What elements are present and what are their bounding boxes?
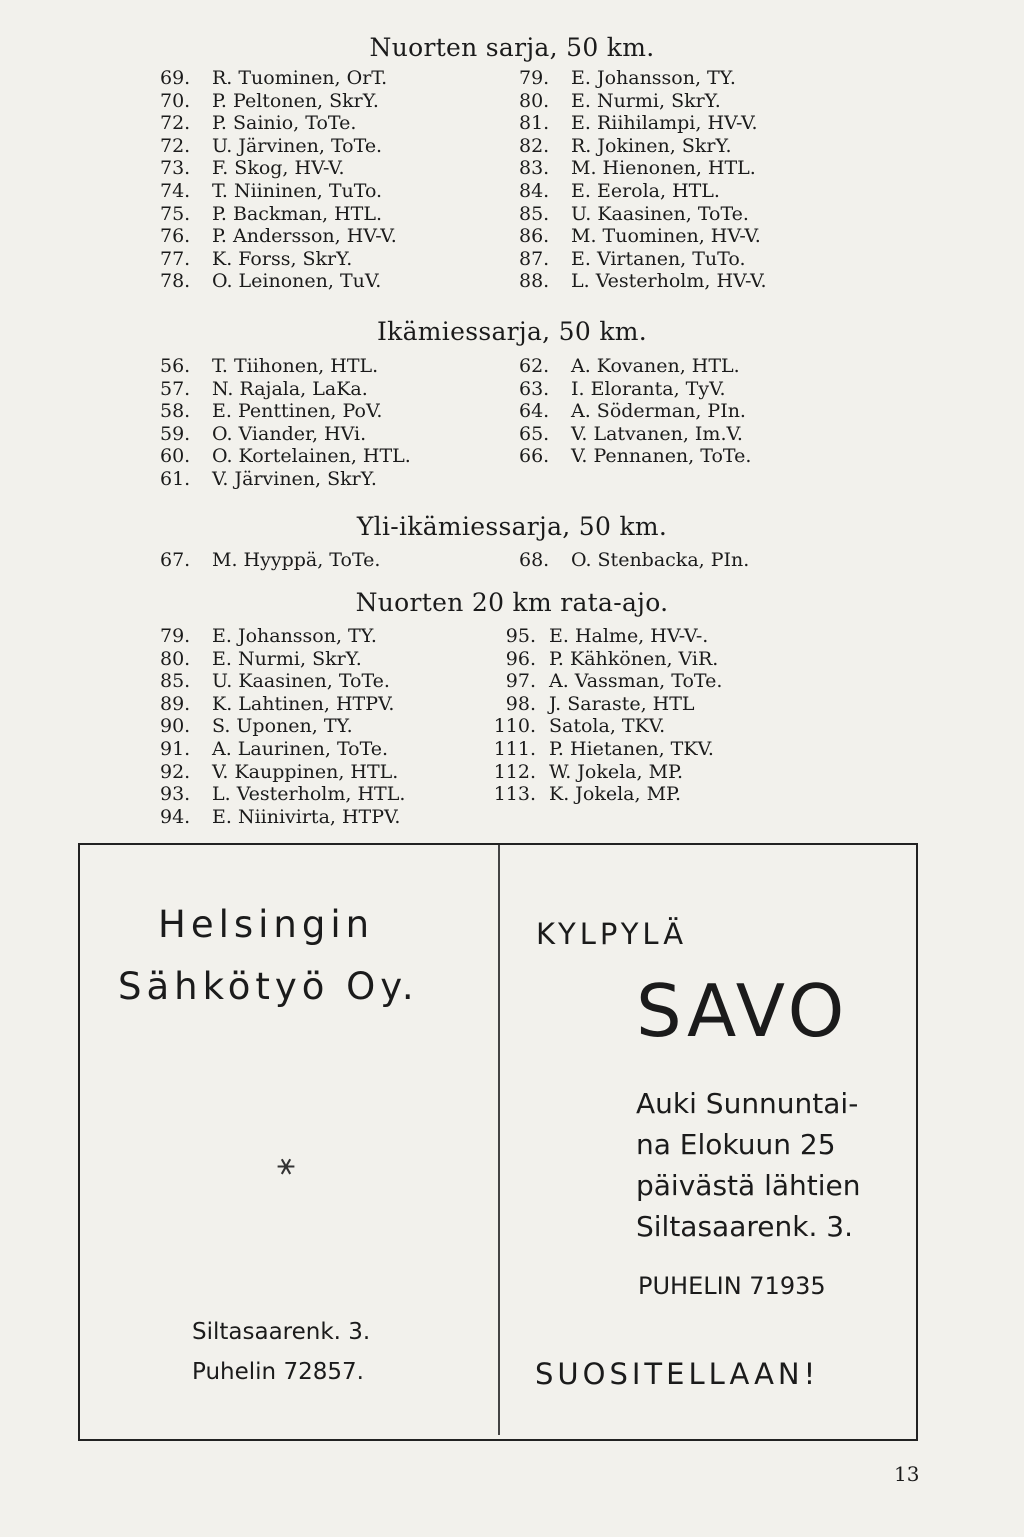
result-rank: 86. (519, 225, 550, 248)
section-title-yli-ikamiessarja: Yli-ikämiessarja, 50 km. (356, 512, 668, 541)
result-row (160, 693, 490, 716)
result-name: M. Tuominen, HV-V. (571, 225, 761, 248)
result-row (519, 67, 849, 90)
result-row (519, 112, 849, 135)
result-name: E. Riihilampi, HV-V. (571, 112, 758, 135)
result-name: W. Jokela, MP. (549, 760, 684, 783)
result-rank: 65. (519, 422, 550, 445)
result-row (519, 90, 849, 113)
result-rank: 82. (519, 134, 550, 157)
result-row (493, 760, 856, 784)
result-row (160, 90, 490, 113)
ad-right-brand: SAVO (636, 969, 849, 1053)
result-rank: 78. (160, 270, 191, 293)
result-rank: 87. (519, 247, 550, 270)
result-rank: 62. (519, 355, 550, 377)
page-number: 13 (894, 1462, 920, 1486)
ad-divider (498, 845, 500, 1435)
result-name: T. Niininen, TuTo. (212, 179, 383, 202)
result-rank: 66. (519, 445, 550, 468)
result-name: J. Saraste, HTL (549, 692, 695, 715)
result-row (160, 67, 490, 90)
result-name: R. Jokinen, SkrY. (571, 134, 732, 157)
result-rank: 76. (160, 225, 191, 248)
result-rank: 68. (519, 549, 550, 571)
results-left-nuorten-sarja (160, 67, 490, 293)
result-row (519, 400, 849, 423)
result-row (160, 180, 490, 203)
result-row (160, 648, 490, 671)
section-title-nuorten-rata-ajo: Nuorten 20 km rata-ajo. (355, 588, 669, 617)
result-row (160, 378, 490, 401)
result-name: O. Viander, HVi. (212, 422, 367, 445)
result-row (493, 783, 856, 806)
ad-left-company-line1: Helsingin (158, 903, 375, 946)
result-name: V. Järvinen, SkrY. (212, 467, 377, 490)
result-rank: 59. (160, 422, 191, 445)
results-right-nuorten-rata-ajo (493, 625, 856, 806)
result-row (519, 549, 849, 572)
result-rank: 92. (160, 760, 191, 783)
result-rank: 74. (160, 179, 191, 202)
result-name: A. Söderman, PIn. (571, 400, 746, 423)
result-rank: 77. (160, 247, 191, 270)
result-name: V. Kauppinen, HTL. (212, 760, 399, 783)
result-name: E. Nurmi, SkrY. (571, 89, 721, 112)
section-title-ikamiessarja: Ikämiessarja, 50 km. (376, 317, 648, 346)
result-name: E. Penttinen, PoV. (212, 400, 383, 423)
result-row (519, 378, 849, 401)
result-row (160, 423, 490, 446)
results-right-yli-ikamiessarja (519, 549, 849, 572)
result-name: M. Hienonen, HTL. (571, 157, 756, 180)
result-name: K. Jokela, MP. (549, 783, 681, 806)
result-name: O. Kortelainen, HTL. (212, 445, 411, 468)
result-row (160, 400, 490, 423)
ad-right-body-line: na Elokuun 25 (636, 1128, 836, 1161)
result-rank: 113. (493, 783, 536, 806)
result-rank: 80. (160, 647, 191, 670)
ad-right-kylpyla: KYLPYLÄ (536, 917, 688, 951)
result-row (160, 270, 490, 293)
result-row (160, 549, 490, 572)
ad-left-company-line2: Sähkötyö Oy. (118, 965, 419, 1008)
result-rank: 93. (160, 783, 191, 806)
ad-right-phone: PUHELIN 71935 (638, 1272, 826, 1300)
result-rank: 79. (519, 67, 550, 89)
result-rank: 90. (160, 715, 191, 738)
result-name: P. Andersson, HV-V. (212, 225, 397, 248)
result-rank: 83. (519, 157, 550, 180)
result-name: P. Peltonen, SkrY. (212, 89, 379, 112)
result-row (493, 737, 856, 761)
result-name: V. Latvanen, Im.V. (571, 422, 743, 445)
result-name: K. Lahtinen, HTPV. (212, 692, 395, 715)
result-rank: 97. (505, 670, 536, 693)
result-name: T. Tiihonen, HTL. (212, 355, 379, 377)
result-row (519, 180, 849, 203)
result-name: E. Eerola, HTL. (571, 179, 720, 202)
result-rank: 95. (505, 625, 536, 647)
result-row (160, 670, 490, 693)
result-rank: 80. (519, 89, 550, 112)
result-row (160, 355, 490, 378)
result-row (160, 738, 490, 761)
result-name: N. Rajala, LaKa. (212, 377, 368, 400)
ad-right-body (636, 1083, 860, 1247)
result-name: U. Kaasinen, ToTe. (212, 670, 390, 693)
result-rank: 58. (160, 400, 191, 423)
ad-left-phone: Puhelin 72857. (192, 1359, 364, 1385)
result-name: L. Vesterholm, HTL. (212, 783, 406, 806)
result-name: K. Forss, SkrY. (212, 247, 353, 270)
result-name: O. Leinonen, TuV. (212, 270, 382, 293)
result-name: O. Stenbacka, PIn. (571, 549, 750, 571)
sparkle-icon: ⚹ (277, 1147, 295, 1182)
result-name: Satola, TKV. (549, 715, 666, 738)
result-rank: 67. (160, 549, 191, 571)
result-name: F. Skog, HV-V. (212, 157, 345, 180)
result-rank: 75. (160, 202, 191, 225)
result-name: V. Pennanen, ToTe. (571, 445, 752, 468)
result-rank: 88. (519, 270, 550, 293)
result-rank: 98. (505, 692, 536, 715)
advertisement-box (78, 843, 918, 1441)
section-title-nuorten-sarja: Nuorten sarja, 50 km. (369, 33, 655, 62)
result-name: P. Sainio, ToTe. (212, 112, 357, 135)
result-name: P. Hietanen, TKV. (549, 737, 714, 760)
result-rank: 64. (519, 400, 550, 423)
result-rank: 96. (505, 647, 536, 670)
result-name: U. Kaasinen, ToTe. (571, 202, 749, 225)
result-rank: 72. (160, 134, 191, 157)
result-row (496, 648, 856, 671)
result-name: E. Halme, HV-V-. (549, 625, 709, 647)
result-row (496, 693, 856, 716)
result-name: E. Johansson, TY. (212, 625, 377, 647)
result-row (160, 783, 490, 806)
result-name: A. Kovanen, HTL. (571, 355, 740, 377)
result-name: M. Hyyppä, ToTe. (212, 549, 381, 571)
result-row (160, 225, 490, 248)
results-right-nuorten-sarja (519, 67, 849, 293)
result-row (160, 715, 490, 738)
result-rank: 56. (160, 355, 191, 377)
result-rank: 69. (160, 67, 191, 89)
result-rank: 111. (493, 737, 536, 760)
result-rank: 110. (493, 715, 536, 738)
result-name: R. Tuominen, OrT. (212, 67, 388, 89)
ad-right-body-line: Auki Sunnuntai- (636, 1087, 859, 1120)
result-name: E. Nurmi, SkrY. (212, 647, 362, 670)
result-row (160, 248, 490, 271)
result-rank: 85. (519, 202, 550, 225)
result-name: P. Kähkönen, ViR. (549, 647, 719, 670)
result-row (519, 355, 849, 378)
result-name: U. Järvinen, ToTe. (212, 134, 383, 157)
result-row (519, 203, 849, 226)
result-row (160, 112, 490, 135)
results-left-ikamiessarja (160, 355, 490, 491)
result-name: S. Uponen, TY. (212, 715, 353, 738)
results-left-yli-ikamiessarja (160, 549, 490, 572)
result-rank: 61. (160, 467, 191, 490)
result-row (160, 761, 490, 784)
result-name: P. Backman, HTL. (212, 202, 383, 225)
result-rank: 70. (160, 89, 191, 112)
result-rank: 89. (160, 692, 191, 715)
result-row (519, 270, 849, 293)
result-name: I. Eloranta, TyV. (571, 377, 726, 400)
result-row (160, 135, 490, 158)
result-rank: 60. (160, 445, 191, 468)
result-rank: 63. (519, 377, 550, 400)
result-row (160, 445, 490, 468)
result-row (519, 225, 849, 248)
result-row (519, 157, 849, 180)
result-rank: 94. (160, 805, 191, 828)
result-name: A. Laurinen, ToTe. (212, 737, 389, 760)
result-rank: 79. (160, 625, 191, 647)
result-rank: 112. (493, 760, 536, 783)
result-row (160, 468, 490, 491)
ad-right-body-line: Siltasaarenk. 3. (636, 1210, 853, 1243)
result-rank: 73. (160, 157, 191, 180)
result-row (493, 715, 856, 738)
result-row (160, 806, 490, 829)
result-row (519, 423, 849, 446)
result-name: E. Niinivirta, HTPV. (212, 805, 401, 828)
ad-left-address: Siltasaarenk. 3. (192, 1319, 371, 1345)
ad-right-body-line: päivästä lähtien (636, 1169, 861, 1202)
result-row (160, 625, 490, 648)
result-rank: 72. (160, 112, 191, 135)
result-row (160, 157, 490, 180)
result-row (519, 445, 849, 468)
results-right-ikamiessarja (519, 355, 849, 468)
result-name: E. Johansson, TY. (571, 67, 736, 89)
result-rank: 57. (160, 377, 191, 400)
result-rank: 81. (519, 112, 550, 135)
result-row (496, 670, 856, 693)
result-row (160, 203, 490, 226)
result-name: E. Virtanen, TuTo. (571, 247, 746, 270)
ad-right-recommend: SUOSITELLAAN! (535, 1357, 820, 1391)
results-left-nuorten-rata-ajo (160, 625, 490, 828)
result-row (519, 248, 849, 271)
result-rank: 85. (160, 670, 191, 693)
result-rank: 91. (160, 737, 191, 760)
result-row (519, 135, 849, 158)
result-name: A. Vassman, ToTe. (549, 670, 723, 693)
result-row (496, 625, 856, 648)
result-rank: 84. (519, 179, 550, 202)
result-name: L. Vesterholm, HV-V. (571, 270, 767, 293)
